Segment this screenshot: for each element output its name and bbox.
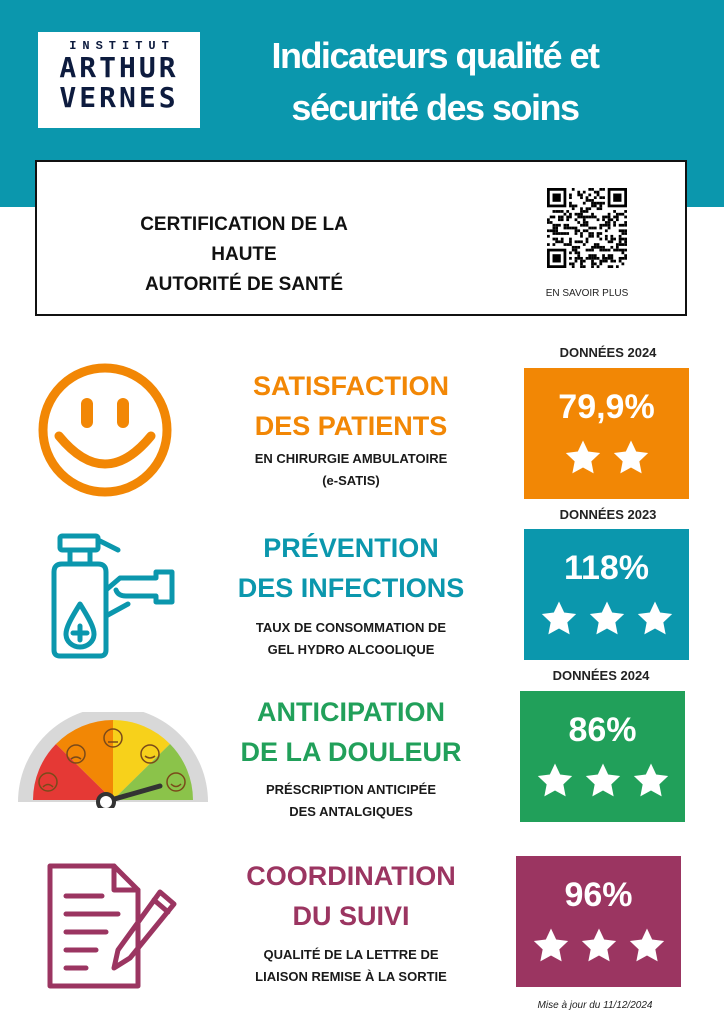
score-card-coordination [516, 856, 681, 987]
score-value: 86% [568, 711, 637, 749]
score-value: 96% [564, 876, 633, 914]
star-icon [583, 761, 623, 801]
score-card-satisfaction [524, 368, 689, 499]
page-title-line-1: Indicateurs qualité et [271, 35, 599, 76]
indicator-subtitle-satisfaction [216, 448, 486, 492]
logo-line-1: INSTITUT [69, 39, 175, 53]
indicator-subtitle-line-1: QUALITÉ DE LA LETTRE DE [263, 947, 439, 962]
star-rating [524, 599, 689, 639]
star-icon [539, 599, 579, 639]
hand-sanitizer-icon [40, 528, 180, 663]
indicator-title-coordination [216, 856, 486, 936]
star-icon [563, 438, 603, 478]
indicator-subtitle-infections [216, 617, 486, 661]
update-date: Mise à jour du 11/12/2024 [537, 1000, 653, 1011]
score-value: 118% [563, 549, 650, 587]
certification-title-line-1: CERTIFICATION DE LA HAUTE [140, 214, 348, 265]
certification-box [35, 160, 687, 316]
indicator-subtitle-coordination [216, 944, 486, 988]
score-card-douleur [520, 691, 685, 822]
year-label-infections: DONNÉES 2023 [559, 507, 657, 522]
indicator-subtitle-line-2: GEL HYDRO ALCOOLIQUE [267, 642, 435, 657]
star-rating [524, 438, 689, 478]
score-value: 79,9% [558, 388, 655, 426]
learn-more-link[interactable]: EN SAVOIR PLUS [545, 288, 629, 299]
indicator-title-line-1: COORDINATION [246, 861, 456, 891]
logo-line-2: ARTHUR [59, 51, 179, 84]
indicator-title-douleur [216, 692, 486, 772]
indicator-subtitle-douleur [216, 779, 486, 823]
indicator-title-line-1: PRÉVENTION [263, 533, 439, 563]
star-icon [635, 599, 675, 639]
star-rating [516, 926, 681, 966]
star-icon [631, 761, 671, 801]
star-icon [611, 438, 651, 478]
indicator-title-infections [216, 528, 486, 608]
score-card-infections [524, 529, 689, 660]
page-title [225, 30, 645, 134]
qr-code-icon[interactable] [547, 188, 627, 268]
certification-title [109, 210, 379, 300]
page-title-line-2: sécurité des soins [291, 87, 579, 128]
indicator-subtitle-line-1: EN CHIRURGIE AMBULATOIRE [254, 451, 448, 466]
smiley-face-icon [35, 360, 175, 500]
indicator-subtitle-line-2: (e-SATIS) [322, 473, 380, 488]
year-label-satisfaction: DONNÉES 2024 [559, 345, 657, 360]
indicator-title-satisfaction [216, 366, 486, 446]
year-label-douleur: DONNÉES 2024 [552, 668, 650, 683]
star-icon [531, 926, 571, 966]
institut-logo [38, 32, 200, 128]
indicator-subtitle-line-2: DES ANTALGIQUES [289, 804, 413, 819]
star-rating [520, 761, 685, 801]
indicator-title-line-1: ANTICIPATION [257, 697, 445, 727]
indicator-title-line-1: SATISFACTION [252, 371, 449, 401]
indicator-title-line-2: DES PATIENTS [254, 411, 448, 441]
indicator-subtitle-line-1: TAUX DE CONSOMMATION DE [255, 620, 447, 635]
star-icon [535, 761, 575, 801]
indicator-title-line-2: DES INFECTIONS [237, 573, 465, 603]
document-pen-icon [40, 858, 180, 993]
indicator-title-line-2: DE LA DOULEUR [240, 737, 462, 767]
indicator-subtitle-line-1: PRÉSCRIPTION ANTICIPÉE [266, 782, 436, 797]
star-icon [627, 926, 667, 966]
indicator-subtitle-line-2: LIAISON REMISE À LA SORTIE [255, 969, 447, 984]
certification-title-line-2: AUTORITÉ DE SANTÉ [144, 274, 344, 295]
indicator-title-line-2: DU SUIVI [292, 901, 410, 931]
logo-line-3: VERNES [59, 81, 179, 114]
star-icon [579, 926, 619, 966]
star-icon [587, 599, 627, 639]
pain-scale-gauge-icon [18, 712, 208, 808]
